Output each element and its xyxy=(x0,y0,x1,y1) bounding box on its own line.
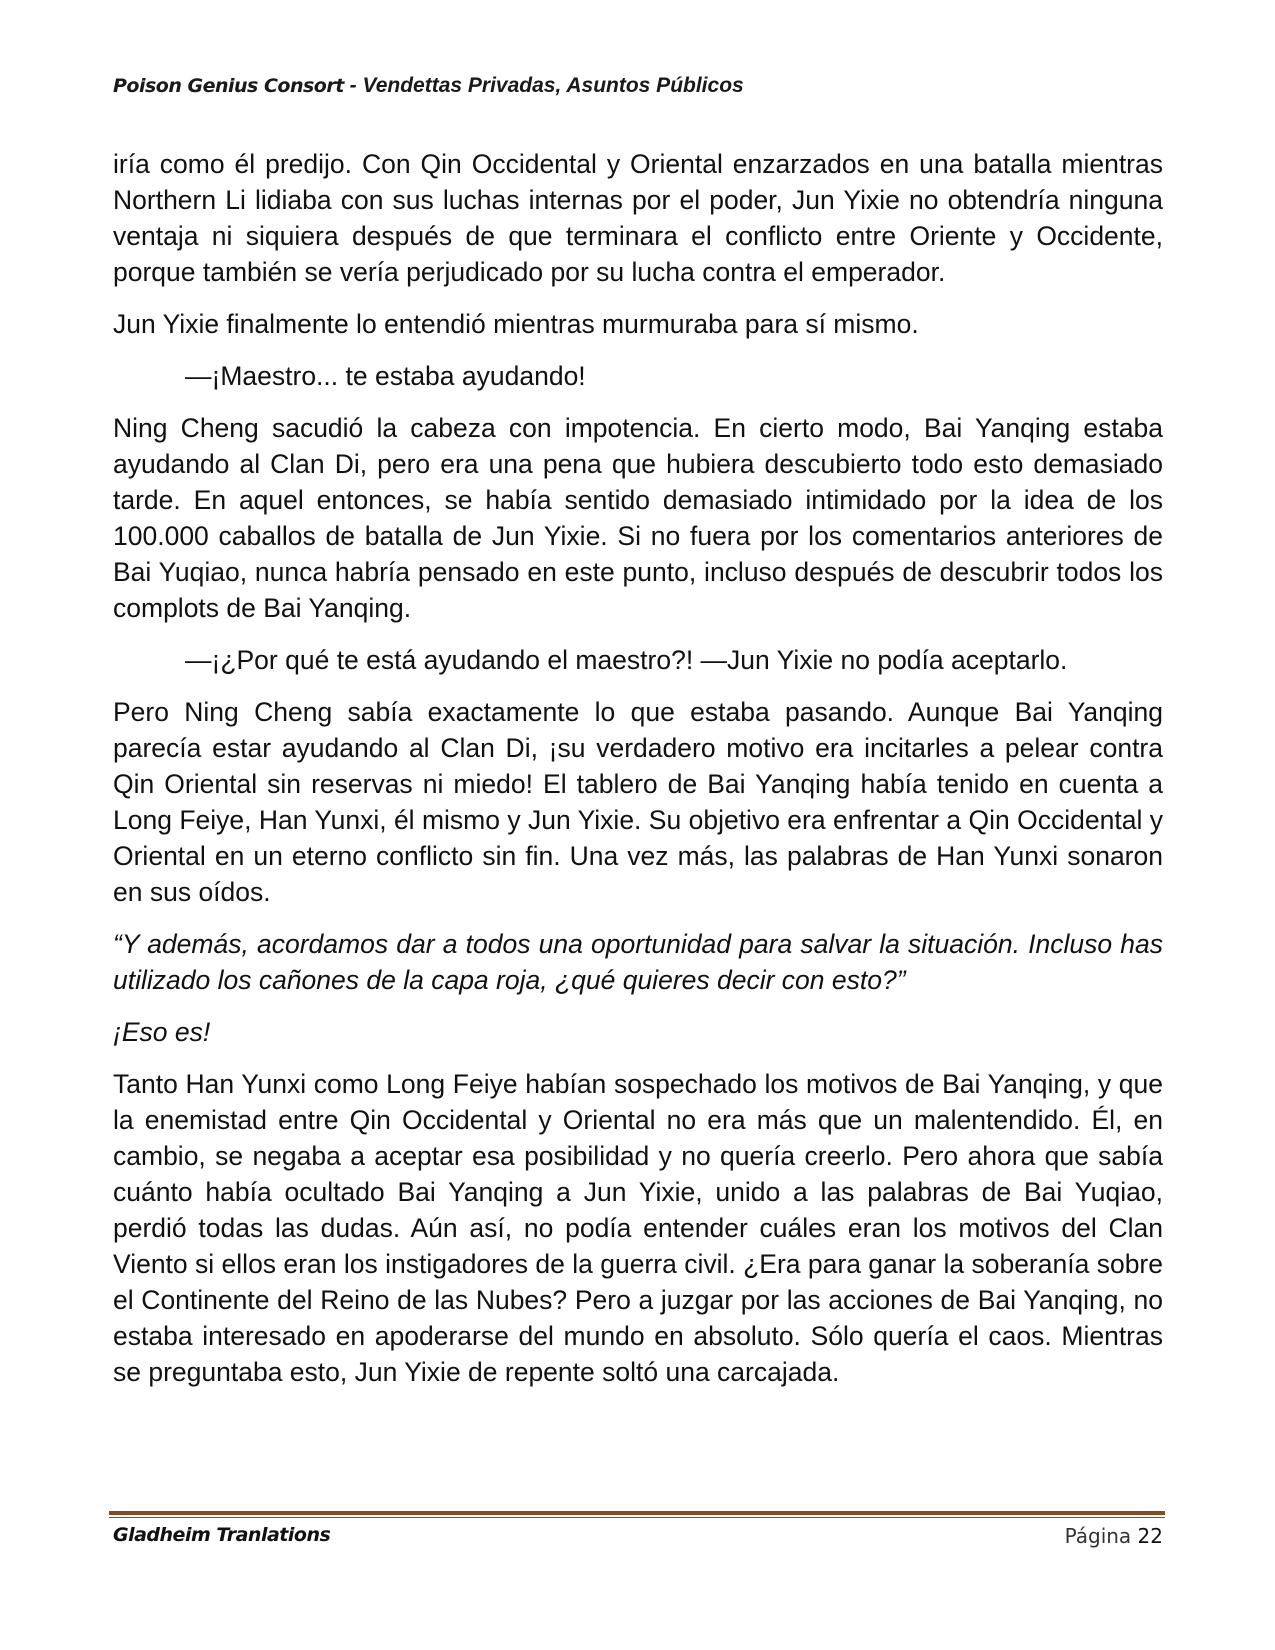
paragraph: Tanto Han Yunxi como Long Feiye habían sospechado los motivos de Bai Yanqing, y que la enemistad entre Qin Occidental y Oriental no era más que un malentendido. Él, en cambio, se negaba a aceptar esa posibilidad y no quería creerlo. Pero ahora que sabía cuánto había ocultado Bai Yanqing a Jun Yixie, unido a las palabras de Bai Yuqiao, perdió todas las dudas. Aún así, no podía entender cuáles eran los motivos del Clan Viento si ellos eran los instigadores de la guerra civil. ¿Era para ganar la soberanía sobre el Continente del Reino de las Nubes? Pero a juzgar por las acciones de Bai Yanqing, no estaba interesado en apoderarse del mundo en absoluto. Sólo quería el caos. Mientras se preguntaba esto, Jun Yixie de repente soltó una carcajada. xyxy=(113,1069,1163,1387)
page-header xyxy=(113,74,1163,98)
footer-divider-thick xyxy=(109,1511,1165,1515)
header-separator: - xyxy=(343,74,363,97)
paragraph: iría como él predijo. Con Qin Occidental y Oriental enzarzados en una batalla mientras Northern Li lidiaba con sus luchas internas por el poder, Jun Yixie no obtendría ninguna ventaja ni siquiera después de que terminara el conflicto entre Oriente y Occidente, porque también se vería perjudicado por su lucha contra el emperador. xyxy=(113,149,1163,287)
page-number: 22 xyxy=(1137,1524,1163,1548)
book-title: Poison Genius Consort xyxy=(113,75,344,97)
dialogue-line: —¡Maestro... te estaba ayudando! xyxy=(185,361,586,391)
italic-exclamation: ¡Eso es! xyxy=(113,1017,211,1047)
chapter-title: Vendettas Privadas, Asuntos Públicos xyxy=(362,74,744,97)
footer-divider-thin xyxy=(109,1517,1165,1518)
page-label: Página xyxy=(1064,1524,1132,1548)
body-text xyxy=(113,146,1163,1406)
dialogue-line: —¡¿Por qué te está ayudando el maestro?! —Jun Yixie no podía aceptarlo. xyxy=(185,645,1068,675)
paragraph: Ning Cheng sacudió la cabeza con impotencia. En cierto modo, Bai Yanqing estaba ayudando al Clan Di, pero era una pena que hubiera descubierto todo esto demasiado tarde. En aquel entonces, se había sentido demasiado intimidado por la idea de los 100.000 caballos de batalla de Jun Yixie. Si no fuera por los comentarios anteriores de Bai Yuqiao, nunca habría pensado en este punto, incluso después de descubrir todos los complots de Bai Yanqing. xyxy=(113,413,1163,623)
page-indicator xyxy=(1065,1524,1163,1548)
italic-quote: “Y además, acordamos dar a todos una oportunidad para salvar la situación. Incluso has utilizado los cañones de la capa roja, ¿qué quieres decir con esto?” xyxy=(113,929,1163,995)
paragraph: Pero Ning Cheng sabía exactamente lo que estaba pasando. Aunque Bai Yanqing parecía estar ayudando al Clan Di, ¡su verdadero motivo era incitarles a pelear contra Qin Oriental sin reservas ni miedo! El tablero de Bai Yanqing había tenido en cuenta a Long Feiye, Han Yunxi, él mismo y Jun Yixie. Su objetivo era enfrentar a Qin Occidental y Oriental en un eterno conflicto sin fin. Una vez más, las palabras de Han Yunxi sonaron en sus oídos. xyxy=(113,697,1163,907)
translator-credit: Gladheim Tranlations xyxy=(113,1524,331,1546)
paragraph: Jun Yixie finalmente lo entendió mientras murmuraba para sí mismo. xyxy=(113,309,919,339)
